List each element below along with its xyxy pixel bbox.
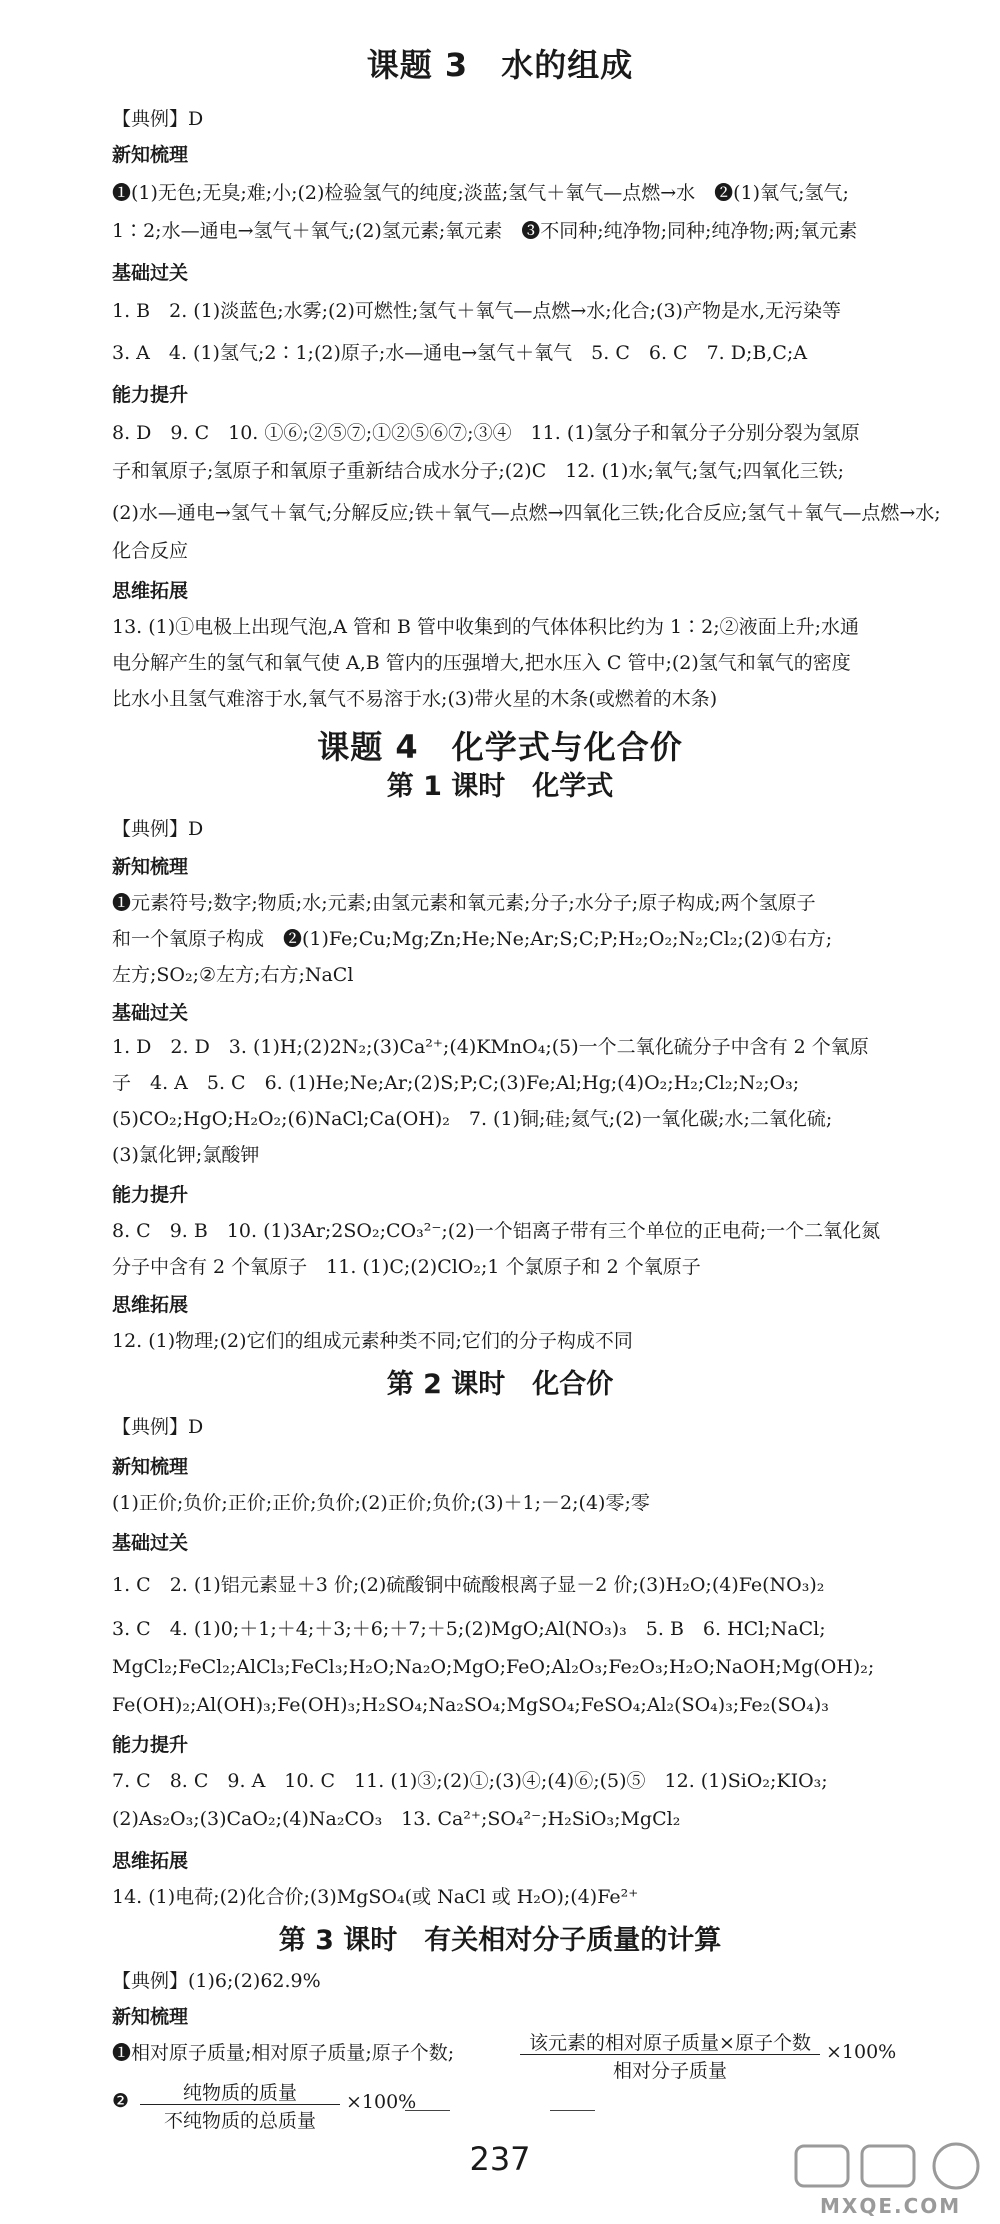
answer-line: (5)CO₂;HgO;H₂O₂;(6)NaCl;Ca(OH)₂ 7. (1)铜;硅;氦气;(2)一氧化碳;水;二氧化硫; [112, 1108, 833, 1130]
answer-line: 12. (1)物理;(2)它们的组成元素种类不同;它们的分子构成不同 [112, 1330, 633, 1352]
formula-percent: ×100% [346, 2091, 417, 2113]
answer-line: Fe(OH)₂;Al(OH)₃;Fe(OH)₃;H₂SO₄;Na₂SO₄;MgSO₄;FeSO₄;Al₂(SO₄)₃;Fe₂(SO₄)₃ [112, 1694, 829, 1716]
section-new-knowledge: 新知梳理 [112, 144, 189, 166]
section-thinking: 思维拓展 [112, 580, 189, 602]
answer-line: (2)水—通电→氢气＋氧气;分解反应;铁＋氧气—点燃→四氧化三铁;化合反应;氢气＋氧气—点燃→水; [112, 502, 941, 524]
section-ability: 能力提升 [112, 384, 189, 406]
answer-line: 3. C 4. (1)0;＋1;＋4;＋3;＋6;＋7;＋5;(2)MgO;Al(NO₃)₃ 5. B 6. HCl;NaCl; [112, 1618, 826, 1640]
page-number-rule-left [405, 2110, 450, 2111]
section-thinking: 思维拓展 [112, 1850, 189, 1872]
section-thinking: 思维拓展 [112, 1294, 189, 1316]
answer-line: 3. A 4. (1)氢气;2∶1;(2)原子;水—通电→氢气＋氧气 5. C 6. C 7. D;B,C;A [112, 342, 808, 364]
formula-numerator: 该元素的相对原子质量×原子个数 [529, 2032, 811, 2054]
answer-line: 8. C 9. B 10. (1)3Ar;2SO₂;CO₃²⁻;(2)一个铝离子带有三个单位的正电荷;一个二氧化氮 [112, 1220, 881, 1242]
answer-line: ❷ [112, 2090, 130, 2112]
example-answer: 【典例】D [112, 818, 204, 840]
period-3-title: 第 3 课时 有关相对分子质量的计算 [278, 1925, 722, 1956]
answer-line: MgCl₂;FeCl₂;AlCl₃;FeCl₃;H₂O;Na₂O;MgO;FeO;Al₂O₃;Fe₂O₃;H₂O;NaOH;Mg(OH)₂; [112, 1656, 875, 1678]
mass-fraction-formula [520, 2028, 920, 2080]
section-ability: 能力提升 [112, 1734, 189, 1756]
section-basic: 基础过关 [112, 1002, 189, 1024]
fraction-bar [140, 2104, 340, 2105]
answer-line: 14. (1)电荷;(2)化合价;(3)MgSO₄(或 NaCl 或 H₂O);(4)Fe²⁺ [112, 1886, 639, 1908]
purity-formula [140, 2078, 460, 2130]
period-2-title: 第 2 课时 化合价 [386, 1369, 614, 1400]
formula-denominator: 不纯物质的总质量 [163, 2110, 316, 2132]
answer-line: 子 4. A 5. C 6. (1)He;Ne;Ar;(2)S;P;C;(3)Fe;Al;Hg;(4)O₂;H₂;Cl₂;N₂;O₃; [112, 1072, 800, 1094]
page-number: 237 [469, 2140, 531, 2178]
answer-line: 1. B 2. (1)淡蓝色;水雾;(2)可燃性;氢气＋氧气—点燃→水;化合;(3)产物是水,无污染等 [112, 300, 842, 322]
answer-line: ❶相对原子质量;相对原子质量;原子个数; [112, 2042, 455, 2064]
example-answer: 【典例】D [112, 1416, 204, 1438]
section-new-knowledge: 新知梳理 [112, 1456, 189, 1478]
answer-line: 化合反应 [112, 540, 189, 562]
watermark [790, 2140, 995, 2220]
answer-line: 子和氧原子;氢原子和氧原子重新结合成水分子;(2)C 12. (1)水;氧气;氢气;四氧化三铁; [112, 460, 845, 482]
answer-line: ❶元素符号;数字;物质;水;元素;由氢元素和氧元素;分子;水分子;原子构成;两个氢原子 [112, 892, 816, 914]
section-basic: 基础过关 [112, 262, 189, 284]
lesson-3-title: 课题 3 水的组成 [366, 46, 634, 84]
answer-line: 和一个氧原子构成 ❷(1)Fe;Cu;Mg;Zn;He;Ne;Ar;S;C;P;H₂;O₂;N₂;Cl₂;(2)①右方; [112, 928, 833, 950]
answer-line: (1)正价;负价;正价;正价;负价;(2)正价;负价;(3)＋1;－2;(4)零;零 [112, 1492, 650, 1514]
answer-line: 8. D 9. C 10. ①⑥;②⑤⑦;①②⑤⑥⑦;③④ 11. (1)氢分子和氧分子分别分裂为氢原 [112, 422, 860, 444]
answer-line: 1. C 2. (1)铝元素显＋3 价;(2)硫酸铜中硫酸根离子显－2 价;(3)H₂O;(4)Fe(NO₃)₂ [112, 1574, 825, 1596]
answer-line: 电分解产生的氢气和氧气使 A,B 管内的压强增大,把水压入 C 管中;(2)氢气和氧气的密度 [112, 652, 851, 674]
example-answer: 【典例】(1)6;(2)62.9% [112, 1970, 321, 1992]
answer-line: 比水小且氢气难溶于水,氧气不易溶于水;(3)带火星的木条(或燃着的木条) [112, 688, 718, 710]
answer-line: 1. D 2. D 3. (1)H;(2)2N₂;(3)Ca²⁺;(4)KMnO₄;(5)一个二氧化硫分子中含有 2 个氧原 [112, 1036, 869, 1058]
formula-numerator: 纯物质的质量 [182, 2082, 297, 2104]
fraction-bar [520, 2054, 820, 2055]
page-number-rule-right [550, 2110, 595, 2111]
example-answer: 【典例】D [112, 108, 204, 130]
section-basic: 基础过关 [112, 1532, 189, 1554]
lesson-4-title: 课题 4 化学式与化合价 [317, 728, 683, 766]
answer-line: ❶(1)无色;无臭;难;小;(2)检验氢气的纯度;淡蓝;氢气＋氧气—点燃→水 ❷(1)氧气;氢气; [112, 182, 849, 204]
answer-line: 分子中含有 2 个氧原子 11. (1)C;(2)ClO₂;1 个氯原子和 2 个氧原子 [112, 1256, 701, 1278]
answer-line: 13. (1)①电极上出现气泡,A 管和 B 管中收集到的气体体积比约为 1∶2;②液面上升;水通 [112, 616, 860, 638]
section-new-knowledge: 新知梳理 [112, 856, 189, 878]
answer-line: 7. C 8. C 9. A 10. C 11. (1)③;(2)①;(3)④;(4)⑥;(5)⑤ 12. (1)SiO₂;KIO₃; [112, 1770, 828, 1792]
section-ability: 能力提升 [112, 1184, 189, 1206]
answer-line: (3)氯化钾;氯酸钾 [112, 1144, 260, 1166]
formula-percent: ×100% [826, 2041, 897, 2063]
answer-line: (2)As₂O₃;(3)CaO₂;(4)Na₂CO₃ 13. Ca²⁺;SO₄²⁻;H₂SiO₃;MgCl₂ [112, 1808, 681, 1830]
watermark-url: MXQE.COM [820, 2194, 962, 2218]
formula-denominator: 相对分子质量 [612, 2060, 727, 2082]
answer-line: 1∶2;水—通电→氢气＋氧气;(2)氢元素;氧元素 ❸不同种;纯净物;同种;纯净物;两;氧元素 [112, 220, 858, 242]
answer-line: 左方;SO₂;②左方;右方;NaCl [112, 964, 354, 986]
section-new-knowledge: 新知梳理 [112, 2006, 189, 2028]
period-1-title: 第 1 课时 化学式 [386, 771, 614, 802]
